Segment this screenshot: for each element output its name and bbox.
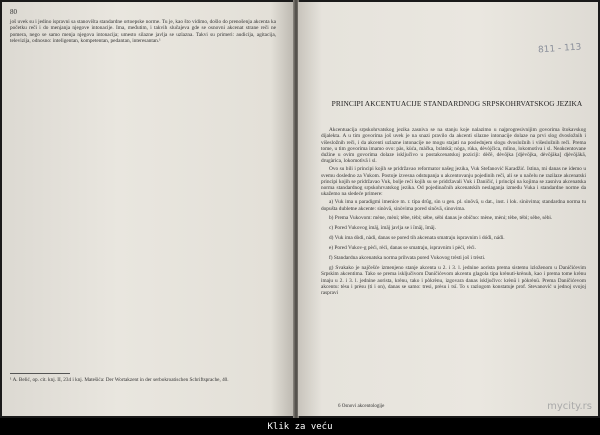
list-item: c) Pored Vukovog ìmāj, ìmāj javlja se i īmāj, īmāj. bbox=[329, 225, 436, 232]
paragraph: Ovo su bili i principi kojih se pridržavao reformator našeg jezika, Vuk Stefanović Karadžić. Istina, mi danas ne idemo u svemu dosledno za Vukom. Postoje izvesna odstupanja u akcentovanju pojedinih reči, ali se u načelu ne razilaze akcenatski principi kojih se pridržavao Vuk, bolje reći kojih su se pridržavali Vuk i Daničić, i principi na kojima se zasniva akcenatska norma standardnog srpskohrvatskog jezika. Od pojedinačnih akcenatskih neslaganja između Vuka i standardne norme da ukažemo na sledeće primere: bbox=[321, 166, 586, 198]
enlarge-link[interactable]: Klik za veću bbox=[267, 421, 333, 432]
left-page-text bbox=[10, 19, 276, 46]
list-item: g) Svakako je najčešće izmenjeno stanje akcenta u 2. i 3. l. jednine aorista prema sistemu izloženom u Daničićevim Srpskim akcentima. Tako se prema isključivom Daničićevom akcentu glagola tipa krènuti-krènuh, kao i prema tome krènu imaju u 2. i 3. l. jednine aorista, krènu, tako i pòkrènu, izgovara danas isključivo: krènū i pòkrènū. Prema Daničićevom akcentu: tèsu i prèsu (ti i on), danas se samo: tresi, prèsu i tsī. To s razlogom konstatuje prof. Stevanović u jednoj svojoj raspravi bbox=[321, 264, 586, 297]
paragraph: Akcentuacija srpskohrvatskog jezika zasniva se na stanju koje nalazimo u najprogresivnijim govorima štokavskog dijalekta. A u tim govorima još uvek je na snazi pravilo da akcenti silazne intonacije dolaze na prvi slog dvosložnih i višesložnih reči, i da akcenti uzlazne intonacije ne mogu stajati na poslednjem slogu dvosložnih i višesložnih reči. Prema tome, u tim govorima imamo ovo: pàs, kùća, màčka, bràtskā; nòga, rùka, dèvòjčica, mlìno, lokomotìva i sl. Neakcentovane dužine u ovim govorima dolaze isključivo u postakcenatskoj poziciji: dèčē, dèvōjka [djèvōjka, dèvōjāka] djèvōjākā, drugàrica, lokomotìvā i sl. bbox=[321, 127, 586, 165]
page-footer: 6 Osnovi akcentologije bbox=[338, 404, 385, 409]
list-item: b) Prema Vukovom: mène, mèni; tèbe, tèbi; sèbe, sèbi danas je obično: mène, mèni; tèbe, tèbi; sèbe, sèbi. bbox=[329, 215, 553, 222]
list-item: f) Standardna akcenatska norma prihvata pored Vukovog trèsti još i trèsti. bbox=[329, 255, 486, 262]
footnote-divider bbox=[10, 373, 70, 374]
left-page bbox=[2, 2, 294, 416]
caption-bar bbox=[0, 418, 600, 435]
page-number: 80 bbox=[10, 8, 17, 16]
handwritten-page-ref: 811 - 113 bbox=[537, 42, 582, 56]
list-item: e) Pored Vukov-g pèći, rèći, danas se smatraju, ispravnim i pèći, rèći. bbox=[329, 245, 476, 252]
paragraph: još uvek su i jedino ispravni sa stanovišta standardne ortoepske norme. Tu je, kao što vidimo, došlo do prenošenja akcenta ka početku reči i do menjanja njegove intonacije. Ima, međutim, i takvih slučajeva gde se osnovni akcenat strane reči ne pomera, nego se samo menja njegova intonacija; umesto silazne javlja se uzlazna. Takvi su primeri: audicija, agitacija, televizija, odnosno: inteligentan, kompetentan, pedantan, interesantan.¹ bbox=[10, 19, 276, 44]
right-page-text bbox=[321, 127, 586, 300]
chapter-heading: PRINCIPI AKCENTUACIJE STANDARDNOG SRPSKOHRVATSKOG JEZIKA bbox=[331, 99, 583, 108]
watermark: mycity.rs bbox=[547, 401, 592, 412]
footnote: ¹ A. Belić, op. cit. knj. II, 234 i knj. Matešića: Der Wortakzent in der serbokroatischen Schriftsprache, 40. bbox=[10, 377, 229, 383]
list-item: a) Vuk ima u paradigmi imenice m. r. tipa drûg, sìn u gen. pl. sìnōvā, u dat., inst. i lok. sìnòvima; standardna norma tu dopušta dubletne akcente: sinòvā, sinòvima pored sìnōvā, sìnovima. bbox=[321, 199, 586, 212]
list-item: d) Vuk ima dòdi, nàdi, danas se pored tih akcenata smatraju ispravnim i dóđi, náđi. bbox=[329, 235, 505, 242]
right-page bbox=[298, 2, 598, 416]
